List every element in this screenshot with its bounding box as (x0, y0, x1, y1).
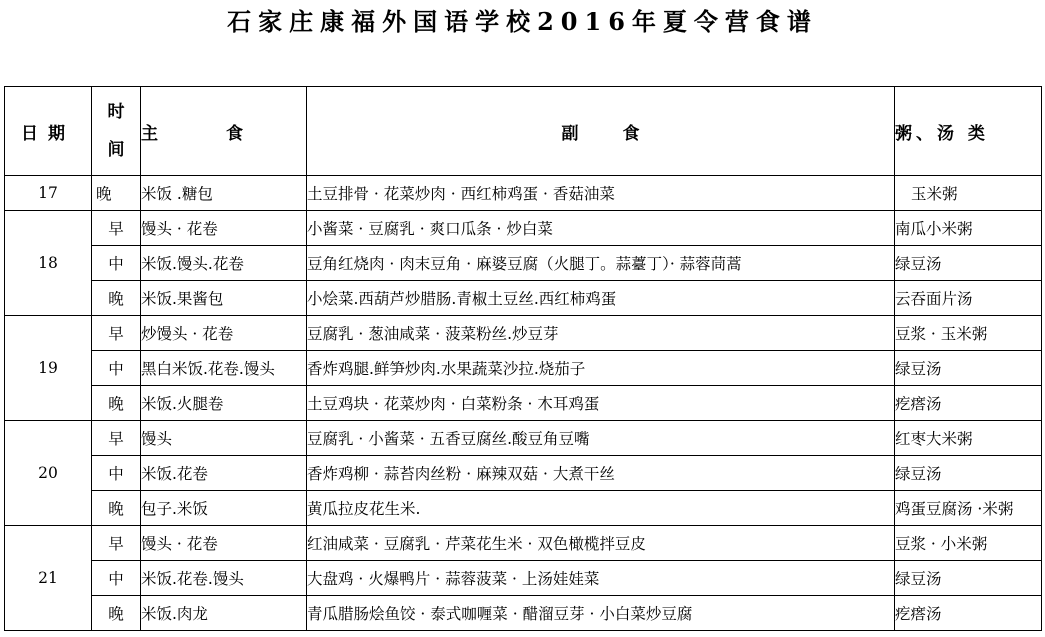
meal-time-cell: 中 (92, 351, 141, 386)
soup-cell: 绿豆汤 (895, 246, 1042, 281)
soup-cell: 绿豆汤 (895, 456, 1042, 491)
side-dish-cell: 豆角红烧肉 · 肉末豆角 · 麻婆豆腐（火腿丁。蒜薹丁）· 蒜蓉茼蒿 (307, 246, 895, 281)
header-time (92, 87, 141, 176)
meal-time-cell: 中 (92, 246, 141, 281)
soup-cell: 疙瘩汤 (895, 386, 1042, 421)
header-side-char1: 副 (561, 123, 579, 144)
soup-cell: 红枣大米粥 (895, 421, 1042, 456)
main-food-cell: 米饭.馒头.花卷 (141, 246, 307, 281)
table-row (5, 211, 1042, 246)
main-food-cell: 包子.米饭 (141, 491, 307, 526)
main-food-cell: 米饭.肉龙 (141, 596, 307, 631)
side-dish-cell: 小酱菜 · 豆腐乳 · 爽口瓜条 · 炒白菜 (307, 211, 895, 246)
table-row (5, 421, 1042, 456)
main-food-cell: 黑白米饭.花卷.馒头 (141, 351, 307, 386)
side-dish-cell: 香炸鸡柳 · 蒜苔肉丝粉 · 麻辣双菇 · 大煮干丝 (307, 456, 895, 491)
page-title: 石家庄康福外国语学校2016年夏令营食谱 (227, 7, 818, 36)
table-row (5, 596, 1042, 631)
soup-cell: 豆浆 · 小米粥 (895, 526, 1042, 561)
soup-cell: 玉米粥 (895, 176, 1042, 211)
side-dish-cell: 豆腐乳 · 葱油咸菜 · 菠菜粉丝.炒豆芽 (307, 316, 895, 351)
date-cell: 21 (5, 526, 92, 631)
soup-cell: 豆浆 · 玉米粥 (895, 316, 1042, 351)
side-dish-cell: 小烩菜.西葫芦炒腊肠.青椒土豆丝.西红柿鸡蛋 (307, 281, 895, 316)
header-side-char2: 食 (622, 123, 640, 144)
meal-time-cell: 晚 (92, 491, 141, 526)
soup-cell: 疙瘩汤 (895, 596, 1042, 631)
table-row (5, 281, 1042, 316)
main-food-cell: 馒头 (141, 421, 307, 456)
meal-time-cell: 中 (92, 561, 141, 596)
soup-cell: 鸡蛋豆腐汤 ·米粥 (895, 491, 1042, 526)
side-dish-cell: 土豆鸡块 · 花菜炒肉 · 白菜粉条 · 木耳鸡蛋 (307, 386, 895, 421)
main-food-cell: 米饭.花卷 (141, 456, 307, 491)
side-dish-cell: 黄瓜拉皮花生米. (307, 491, 895, 526)
table-row (5, 456, 1042, 491)
table-row (5, 316, 1042, 351)
soup-cell: 云吞面片汤 (895, 281, 1042, 316)
main-food-cell: 米饭 .糖包 (141, 176, 307, 211)
main-food-cell: 米饭.火腿卷 (141, 386, 307, 421)
menu-table (4, 86, 1042, 631)
side-dish-cell: 青瓜腊肠烩鱼饺 · 泰式咖喱菜 · 醋溜豆芽 · 小白菜炒豆腐 (307, 596, 895, 631)
meal-time-cell: 早 (92, 526, 141, 561)
side-dish-cell: 红油咸菜 · 豆腐乳 · 芹菜花生米 · 双色橄榄拌豆皮 (307, 526, 895, 561)
meal-time-cell: 早 (92, 211, 141, 246)
date-cell: 19 (5, 316, 92, 421)
table-row (5, 246, 1042, 281)
meal-time-cell: 晚 (92, 176, 141, 211)
main-food-cell: 馒头 · 花卷 (141, 211, 307, 246)
meal-time-cell: 晚 (92, 281, 141, 316)
main-food-cell: 炒馒头 · 花卷 (141, 316, 307, 351)
header-row (5, 87, 1042, 176)
table-row (5, 176, 1042, 211)
table-row (5, 386, 1042, 421)
table-row (5, 351, 1042, 386)
table-row (5, 491, 1042, 526)
main-food-cell: 米饭.花卷.馒头 (141, 561, 307, 596)
header-time-line1: 时 (107, 102, 125, 122)
meal-time-cell: 晚 (92, 386, 141, 421)
table-row (5, 561, 1042, 596)
side-dish-cell: 土豆排骨 · 花菜炒肉 · 西红柿鸡蛋 · 香菇油菜 (307, 176, 895, 211)
meal-time-cell: 早 (92, 316, 141, 351)
meal-time-cell: 晚 (92, 596, 141, 631)
soup-cell: 绿豆汤 (895, 561, 1042, 596)
main-food-cell: 米饭.果酱包 (141, 281, 307, 316)
header-soup: 粥、汤 类 (895, 87, 1042, 176)
soup-cell: 南瓜小米粥 (895, 211, 1042, 246)
header-time-line2: 间 (107, 140, 125, 160)
date-cell: 17 (5, 176, 92, 211)
header-main (141, 87, 307, 176)
header-date: 日期 (5, 87, 92, 176)
meal-time-cell: 中 (92, 456, 141, 491)
main-food-cell: 馒头 · 花卷 (141, 526, 307, 561)
date-cell: 20 (5, 421, 92, 526)
side-dish-cell: 大盘鸡 · 火爆鸭片 · 蒜蓉菠菜 · 上汤娃娃菜 (307, 561, 895, 596)
header-main-char1: 主 (141, 123, 158, 144)
meal-time-cell: 早 (92, 421, 141, 456)
header-main-char2: 食 (226, 123, 243, 144)
side-dish-cell: 香炸鸡腿.鲜笋炒肉.水果蔬菜沙拉.烧茄子 (307, 351, 895, 386)
side-dish-cell: 豆腐乳 · 小酱菜 · 五香豆腐丝.酸豆角豆嘴 (307, 421, 895, 456)
table-row (5, 526, 1042, 561)
header-side (307, 87, 895, 176)
soup-cell: 绿豆汤 (895, 351, 1042, 386)
date-cell: 18 (5, 211, 92, 316)
